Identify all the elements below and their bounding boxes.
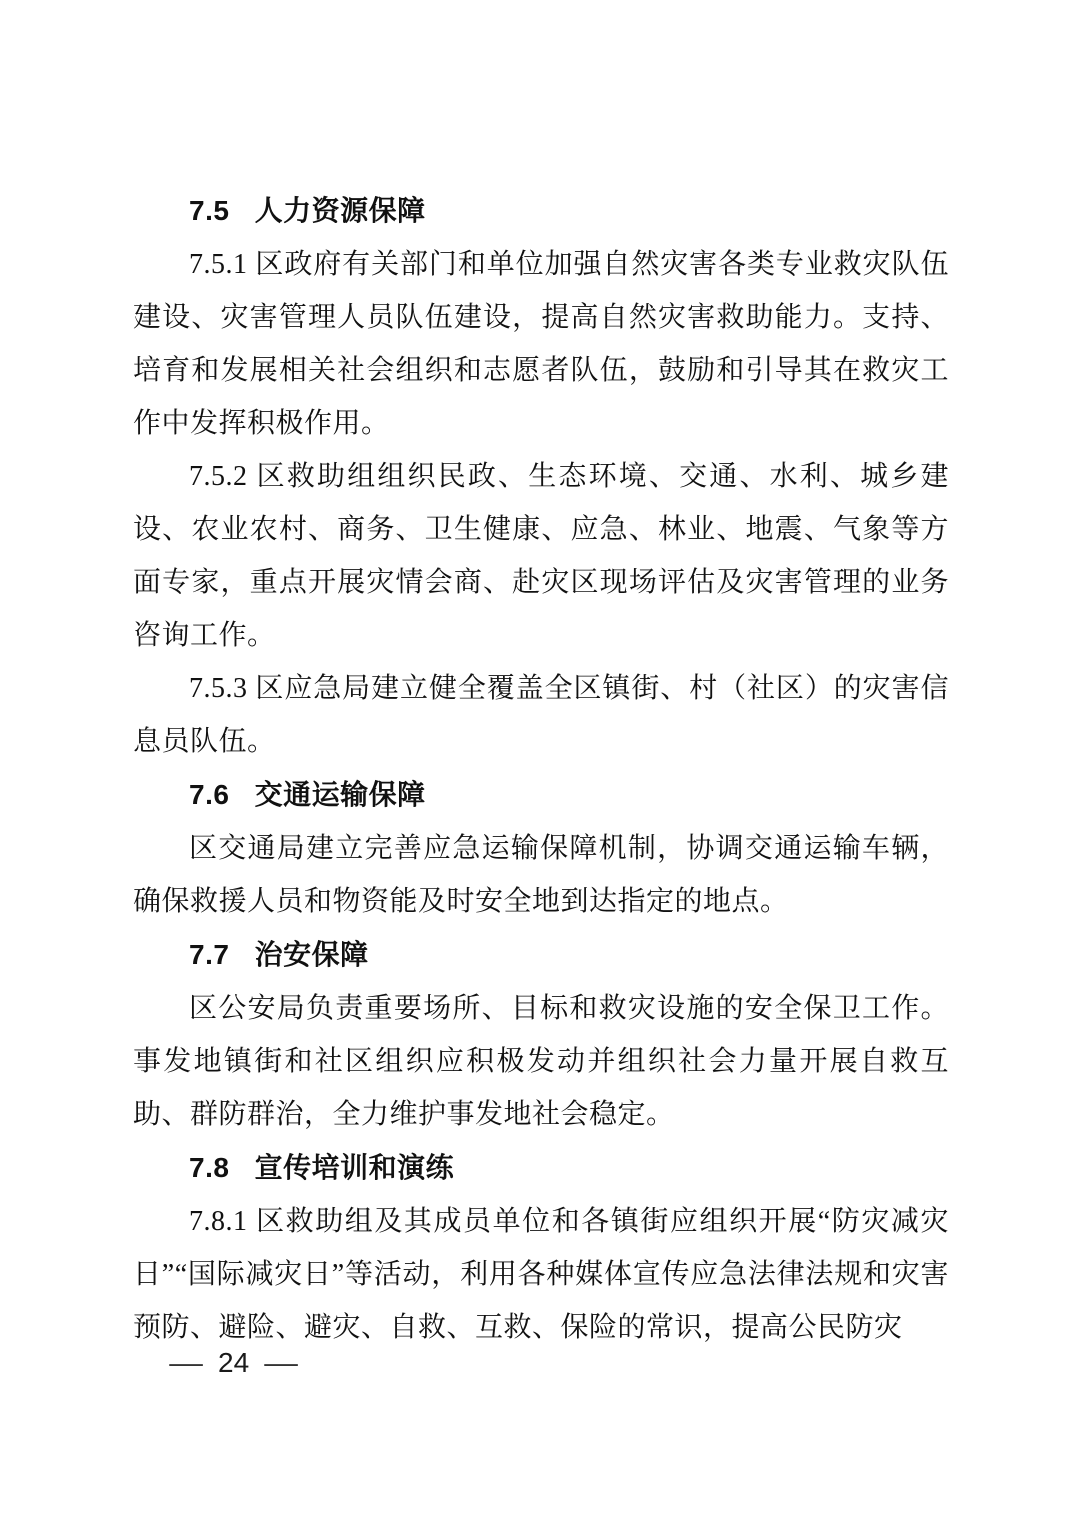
section-number: 7.7	[189, 939, 230, 970]
document-body	[133, 184, 949, 1354]
paragraph-7-6-body: 区交通局建立完善应急运输保障机制，协调交通运输车辆，确保救援人员和物资能及时安全地到达指定的地点。	[133, 833, 949, 917]
page-number: 24	[218, 1347, 250, 1378]
section-title: 人力资源保障	[254, 196, 426, 227]
section-title: 治安保障	[254, 940, 369, 971]
section-number: 7.8	[189, 1152, 230, 1183]
section-title: 宣传培训和演练	[254, 1153, 455, 1184]
page-footer	[169, 1347, 298, 1379]
section-title: 交通运输保障	[254, 780, 426, 811]
paragraph-7-5-2: 7.5.2 区救助组组织民政、生态环境、交通、水利、城乡建设、农业农村、商务、卫生健康、应急、林业、地震、气象等方面专家，重点开展灾情会商、赴灾区现场评估及灾害管理的业务咨询工作。	[133, 461, 949, 651]
section-number: 7.6	[189, 779, 230, 810]
section-heading-7-5	[133, 184, 949, 238]
paragraph-7-5-3: 7.5.3 区应急局建立健全覆盖全区镇街、村（社区）的灾害信息员队伍。	[133, 673, 949, 757]
section-heading-7-7	[133, 928, 949, 982]
section-heading-7-6	[133, 768, 949, 822]
section-number: 7.5	[189, 195, 230, 226]
footer-left-dash: —	[169, 1347, 203, 1378]
paragraph-7-8-1: 7.8.1 区救助组及其成员单位和各镇街应组织开展“防灾减灾日”“国际减灾日”等活动，利用各种媒体宣传应急法律法规和灾害预防、避险、避灾、自救、互救、保险的常识，提高公民防灾	[133, 1206, 949, 1343]
footer-right-dash: —	[264, 1347, 298, 1378]
paragraph-7-5-1: 7.5.1 区政府有关部门和单位加强自然灾害各类专业救灾队伍建设、灾害管理人员队伍建设，提高自然灾害救助能力。支持、培育和发展相关社会组织和志愿者队伍，鼓励和引导其在救灾工作中发挥积极作用。	[133, 249, 949, 439]
paragraph-7-7-body: 区公安局负责重要场所、目标和救灾设施的安全保卫工作。事发地镇街和社区组织应积极发动并组织社会力量开展自救互助、群防群治，全力维护事发地社会稳定。	[133, 993, 949, 1130]
section-heading-7-8	[133, 1141, 949, 1195]
